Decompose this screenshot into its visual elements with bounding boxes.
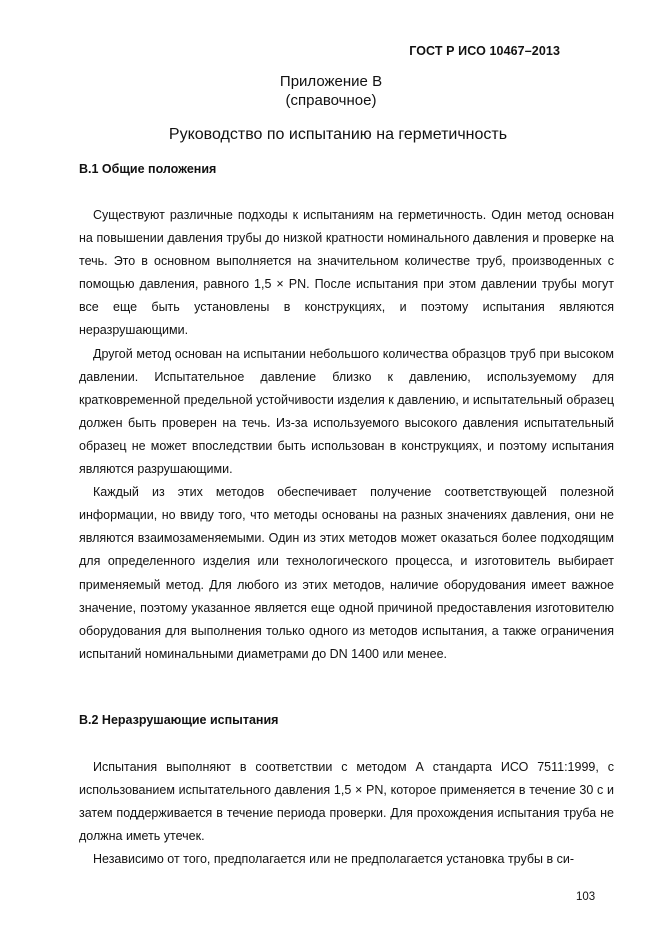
- page-number: 103: [576, 891, 596, 903]
- paragraph-text: Испытания выполняют в соответствии с методом А стандарта ИСО 7511:1999, с использованием испытательного давления 1,5 × PN, которое применяется в течение 30 с и затем поддерживается в течение периода проверки. Для прохождения испытания труба не должна иметь утечек.: [79, 760, 614, 844]
- section-heading-b2: В.2 Неразрушающие испытания: [79, 713, 279, 727]
- paragraph: [79, 848, 614, 871]
- paragraph: [79, 756, 614, 848]
- document-title: Руководство по испытанию на герметичность: [168, 126, 508, 143]
- paragraph: [79, 481, 614, 666]
- paragraph: [79, 204, 614, 343]
- section-heading-b1: В.1 Общие положения: [79, 162, 217, 176]
- section-body-b1: [79, 204, 614, 666]
- paragraph-text: Независимо от того, предполагается или не предполагается установка трубы в си-: [93, 852, 574, 867]
- paragraph: [79, 343, 614, 482]
- appendix-title: Приложение В: [279, 73, 383, 90]
- paragraph-text: Каждый из этих методов обеспечивает получение соответствующей полезной информации, но ввиду того, что методы основаны на разных значениях давления, они не являются взаимозаменяемыми. Один из этих методов может оказаться более подходящим для определенного изделия или технологического процесса, и изготовитель выбирает применяемый метод. Для любого из этих методов, наличие оборудования имеет важное значение, поэтому указанное является еще одной причиной предоставления изготовителю оборудования для выполнения только одного из методов испытания, а также ограничения испытаний номинальными диаметрами до DN 1400 или менее.: [79, 485, 614, 661]
- section-body-b2: [79, 756, 614, 871]
- paragraph-text: Другой метод основан на испытании небольшого количества образцов труб при высоком давлении. Испытательное давление близко к давлению, используемому для кратковременной предельной устойчивости изделия к давлению, и испытательный образец должен быть проверен на течь. Из-за используемого высокого давления испытательный образец не может впоследствии быть использован в конструкциях, и поэтому испытания являются разрушающими.: [79, 346, 614, 477]
- appendix-subtitle: (справочное): [285, 92, 377, 109]
- standard-code: ГОСТ Р ИСО 10467–2013: [409, 44, 560, 58]
- appendix-heading: [0, 72, 662, 110]
- paragraph-text: Существуют различные подходы к испытаниям на герметичность. Один метод основан на повышении давления трубы до низкой кратности номинального давления и проверке на течь. Это в основном выполняется на значительном количестве труб, производенных с помощью давления, равного 1,5 × PN. После испытания при этом давлении трубы могут все еще быть установлены в конструкциях, и поэтому испытания являются неразрушающими.: [79, 208, 614, 338]
